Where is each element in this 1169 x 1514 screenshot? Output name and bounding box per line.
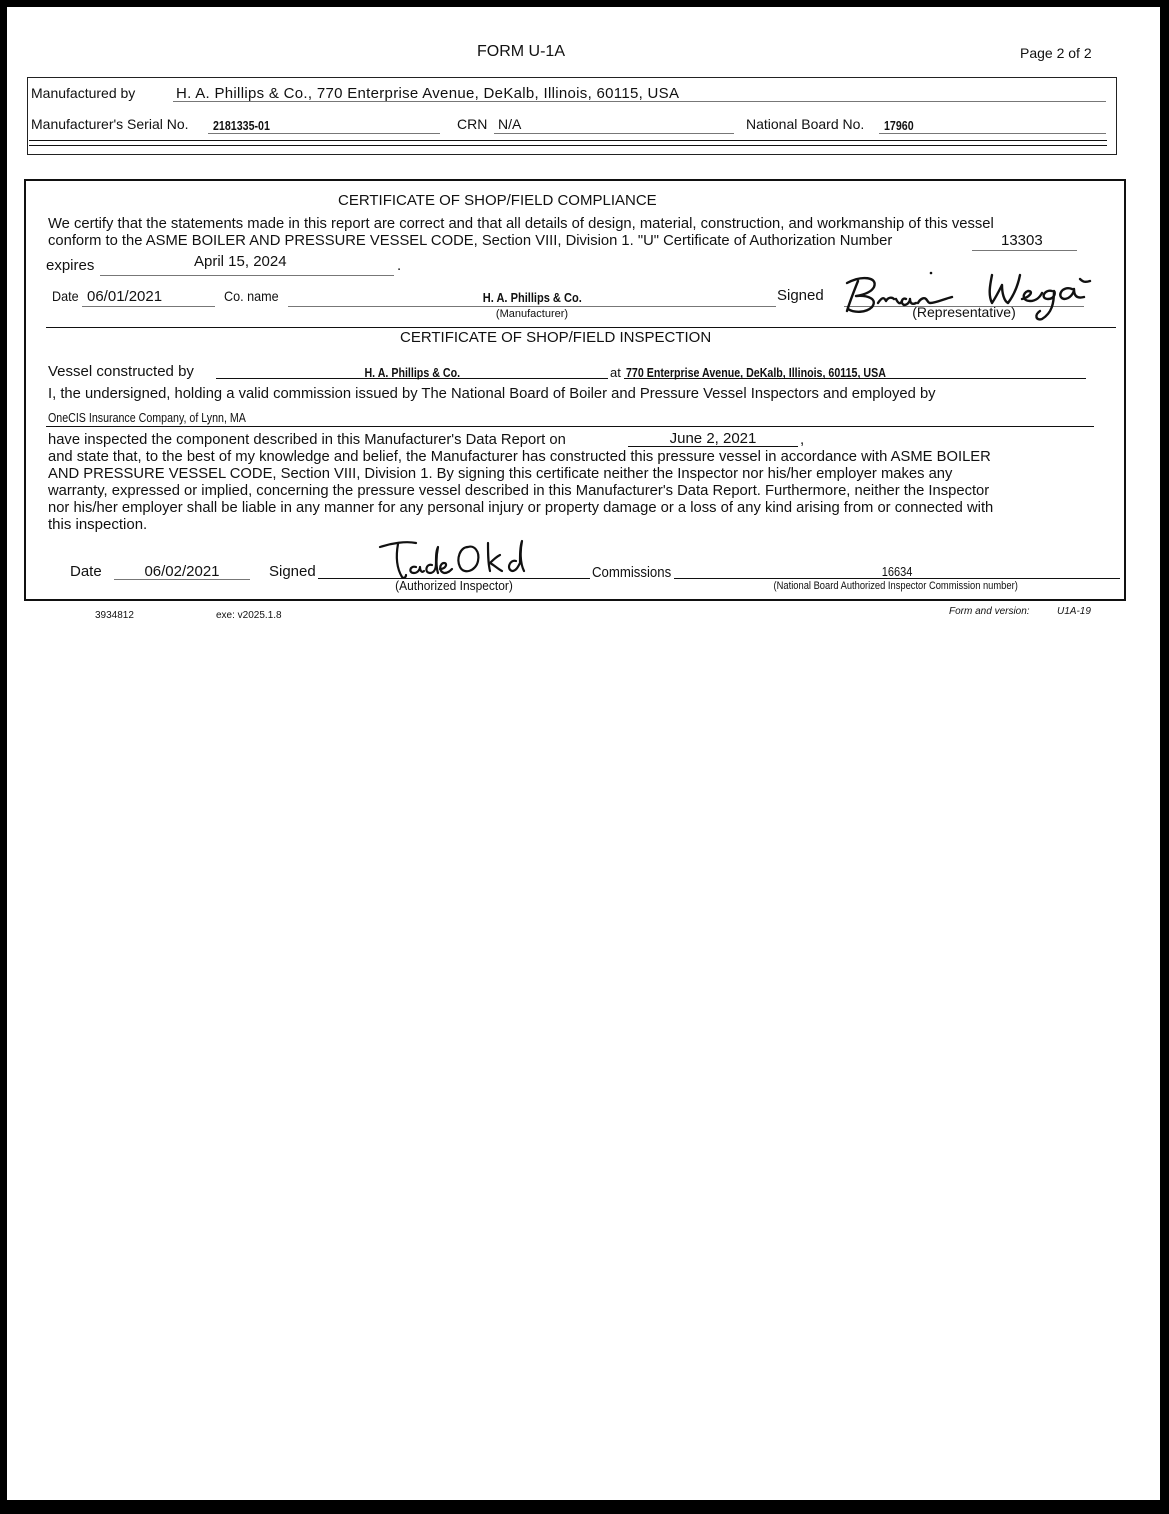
compliance-line-2: conform to the ASME BOILER AND PRESSURE VESSEL CODE, Section VIII, Division 1. "U" Certificate of Authorization Number — [48, 232, 893, 249]
commission-caption: (National Board Authorized Inspector Commission number) — [773, 580, 1019, 592]
inspection-paragraph-line-1: and state that, to the best of my knowledge and belief, the Manufacturer has constructed this pressure vessel in accordance with ASME BOILER — [48, 448, 991, 465]
at-value: 770 Enterprise Avenue, DeKalb, Illinois, 60115, USA — [626, 365, 886, 380]
expires-label: expires — [46, 257, 95, 274]
coname-value: H. A. Phillips & Co. — [482, 290, 582, 305]
manufacturer-header-box — [27, 77, 1117, 155]
manufactured-by-value: H. A. Phillips & Co., 770 Enterprise Avenue, DeKalb, Illinois, 60115, USA — [176, 85, 680, 102]
serial-value: 2181335-01 — [213, 118, 270, 133]
inspector-caption: (Authorized Inspector) — [395, 578, 513, 593]
undersigned-text: I, the undersigned, holding a valid commission issued by The National Board of Boiler and Pressure Vessel Inspectors and employed by — [48, 385, 936, 402]
compliance-signed-label: Signed — [777, 287, 824, 304]
form-title: FORM U-1A — [477, 43, 565, 60]
inspection-paragraph-line-3: warranty, expressed or implied, concerning the pressure vessel described in this Manufacturer's Data Report. Furthermore, neither the Inspector — [48, 482, 990, 499]
form-version-value: U1A-19 — [1057, 606, 1091, 617]
vessel-label: Vessel constructed by — [48, 363, 194, 380]
commissions-label: Commissions — [592, 564, 672, 581]
certificates-box — [24, 179, 1126, 601]
cert-auth-number-underline — [972, 250, 1077, 251]
employer-underline — [46, 426, 1094, 427]
inspected-date-underline — [628, 446, 798, 447]
employer-value: OneCIS Insurance Company, of Lynn, MA — [48, 410, 246, 425]
national-board-underline — [879, 133, 1106, 134]
form-version-label: Form and version: — [949, 606, 1030, 617]
inspection-date-underline — [114, 579, 250, 580]
compliance-date-label: Date — [52, 288, 79, 304]
expires-value: April 15, 2024 — [194, 253, 287, 270]
inspected-comma: , — [800, 431, 805, 448]
national-board-label: National Board No. — [746, 116, 865, 132]
coname-value-wrap — [288, 290, 776, 305]
at-label: at — [610, 365, 621, 380]
page-number: Page 2 of 2 — [1020, 45, 1092, 61]
expires-period: . — [397, 257, 402, 274]
inspector-signature — [376, 537, 536, 587]
header-double-rule-2 — [29, 145, 1107, 146]
inspection-paragraph-line-4: nor his/her employer shall be liable in any manner for any personal injury or property damage or a loss of any kind arising from or connected with — [48, 499, 994, 516]
national-board-value: 17960 — [884, 118, 914, 133]
cert-auth-number: 13303 — [1001, 232, 1043, 249]
inspected-text: have inspected the component described in this Manufacturer's Data Report on — [48, 431, 566, 448]
serial-underline — [208, 133, 440, 134]
crn-value: N/A — [498, 116, 522, 132]
inspection-title: CERTIFICATE OF SHOP/FIELD INSPECTION — [400, 329, 712, 346]
form-page — [7, 7, 1160, 1500]
coname-label: Co. name — [224, 288, 279, 304]
certificates-divider — [46, 327, 1116, 328]
commissions-value-wrap — [674, 564, 1120, 579]
inspection-paragraph-line-5: this inspection. — [48, 516, 148, 533]
manufacturer-caption: (Manufacturer) — [495, 308, 569, 320]
inspection-date-value: 06/02/2021 — [144, 563, 220, 580]
at-underline — [624, 378, 1086, 379]
header-double-rule-1 — [29, 140, 1107, 141]
commission-caption-wrap — [726, 580, 1066, 592]
crn-label: CRN — [457, 116, 488, 132]
inspection-date-label: Date — [70, 563, 102, 580]
compliance-date-value: 06/01/2021 — [87, 288, 163, 305]
representative-caption: (Representative) — [912, 304, 1016, 320]
exe-version: exe: v2025.1.8 — [216, 610, 282, 621]
inspection-signed-label: Signed — [269, 563, 316, 580]
serial-label: Manufacturer's Serial No. — [31, 116, 189, 132]
vessel-value: H. A. Phillips & Co. — [364, 365, 460, 380]
manufactured-by-underline — [173, 101, 1106, 102]
expires-underline — [100, 275, 394, 276]
vessel-underline — [216, 378, 608, 379]
representative-signature — [844, 269, 1092, 325]
compliance-date-underline — [82, 306, 215, 307]
inspection-paragraph-line-2: AND PRESSURE VESSEL CODE, Section VIII, Division 1. By signing this certificate neither the Inspector nor his/her employer makes any — [48, 465, 953, 482]
compliance-title: CERTIFICATE OF SHOP/FIELD COMPLIANCE — [338, 192, 657, 209]
manufactured-by-label: Manufactured by — [31, 85, 136, 101]
commissions-value: 16634 — [881, 564, 913, 579]
document-id: 3934812 — [95, 610, 134, 621]
inspected-date: June 2, 2021 — [669, 430, 757, 447]
compliance-line-1: We certify that the statements made in this report are correct and that all details of design, material, construction, and workmanship of this vessel — [48, 215, 994, 232]
coname-underline — [288, 306, 776, 307]
crn-underline — [494, 133, 734, 134]
